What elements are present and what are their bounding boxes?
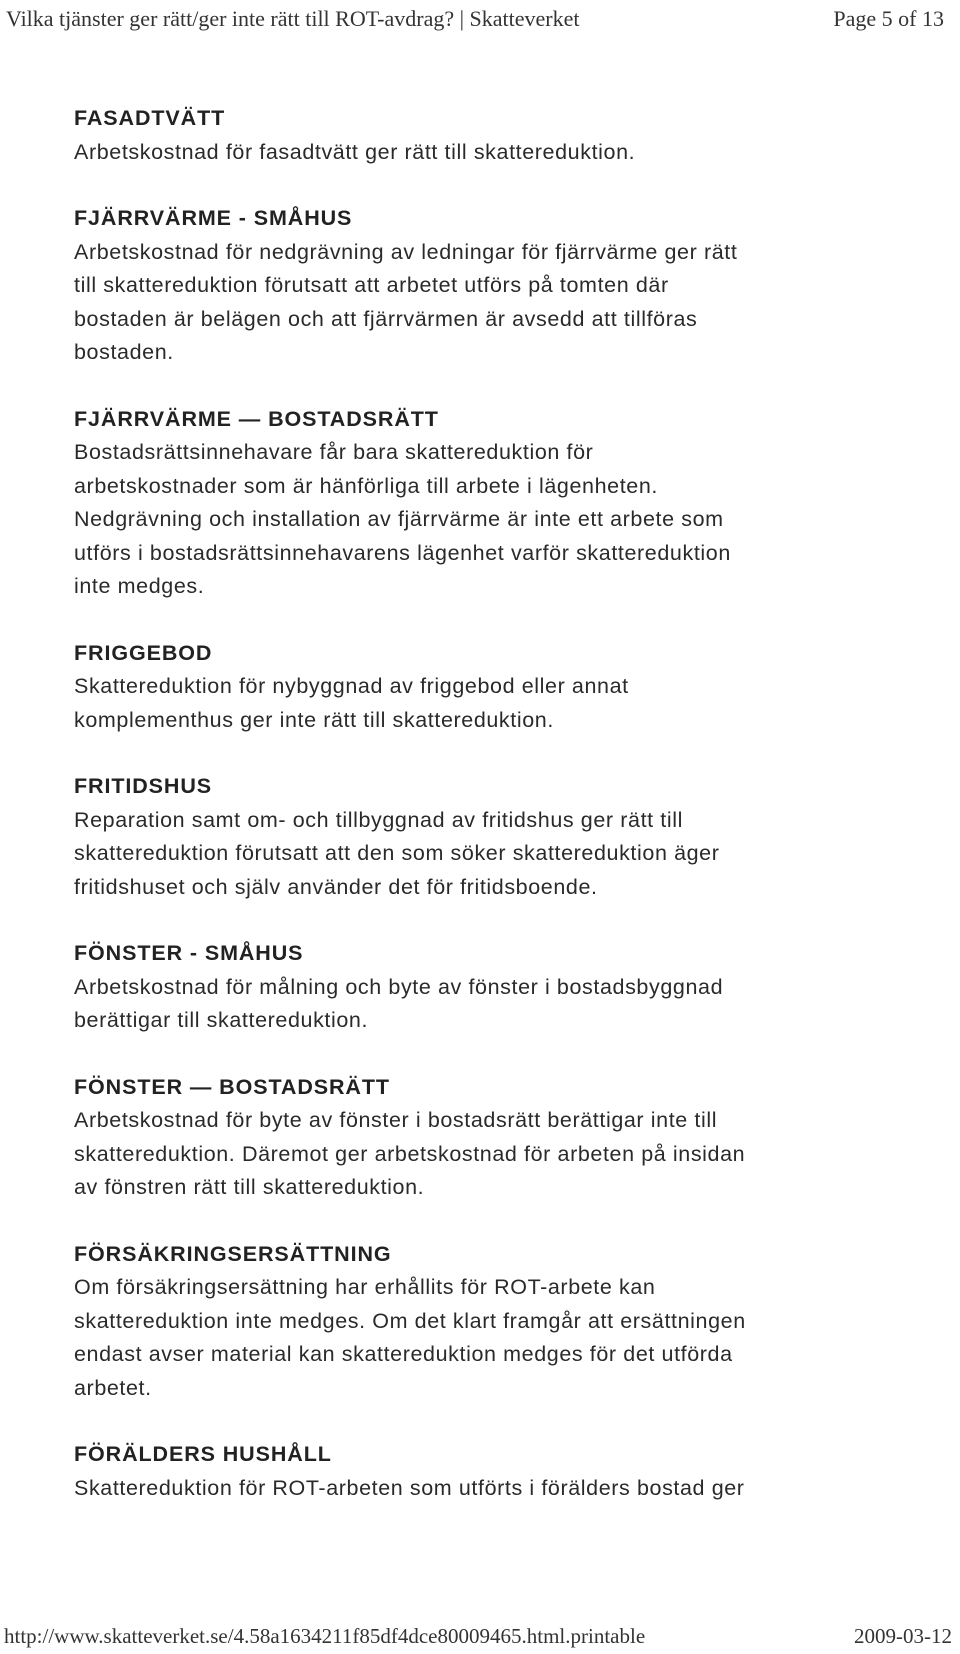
section-text	[74, 436, 934, 604]
section-heading: FRITIDSHUS	[74, 774, 212, 798]
section-text	[74, 1271, 934, 1405]
text-line: endast avser material kan skattereduktion medges för det utförda	[74, 1342, 733, 1366]
text-line: av fönstren rätt till skattereduktion.	[74, 1175, 425, 1199]
section-heading: FASADTVÄTT	[74, 106, 226, 130]
section-fjarrvarme-smahus	[74, 202, 934, 370]
section-heading: FÖNSTER - SMÅHUS	[74, 941, 304, 965]
document-title: Vilka tjänster ger rätt/ger inte rätt till ROT-avdrag? | Skatteverket	[6, 6, 580, 31]
text-line: arbetskostnader som är hänförliga till arbete i lägenheten.	[74, 473, 658, 498]
section-text	[74, 1472, 934, 1506]
text-line: Bostadsrättsinnehavare får bara skattereduktion för	[74, 440, 594, 464]
section-heading: FÖNSTER — BOSTADSRÄTT	[74, 1074, 390, 1099]
section-heading: FÖRSÄKRINGSERSÄTTNING	[74, 1241, 392, 1266]
section-heading: FRIGGEBOD	[74, 640, 213, 665]
text-line: bostaden.	[74, 340, 174, 364]
section-fasadtvatt	[74, 102, 934, 169]
section-text	[74, 804, 934, 905]
page-number: Page 5 of 13	[833, 6, 944, 31]
text-line: skattereduktion. Däremot ger arbetskostnad för arbeten på insidan	[74, 1141, 746, 1166]
section-text	[74, 670, 934, 737]
section-friggebod	[74, 637, 934, 738]
section-fonster-bostadsratt	[74, 1071, 934, 1205]
text-line: arbetet.	[74, 1375, 152, 1400]
text-line: Nedgrävning och installation av fjärrvärme är inte ett arbete som	[74, 507, 724, 531]
section-fonster-smahus	[74, 937, 934, 1038]
section-forsakringsersattning	[74, 1238, 934, 1406]
section-foralders-hushall	[74, 1438, 934, 1505]
page-footer	[0, 1620, 960, 1654]
section-heading: FÖRÄLDERS HUSHÅLL	[74, 1442, 332, 1466]
section-heading: FJÄRRVÄRME — BOSTADSRÄTT	[74, 406, 439, 431]
page-header	[0, 0, 960, 40]
page-url: http://www.skatteverket.se/4.58a1634211f85df4dce80009465.html.printable	[4, 1624, 646, 1648]
section-text	[74, 236, 934, 370]
text-line: Skattereduktion för nybyggnad av friggebod eller annat	[74, 674, 629, 698]
document-body	[74, 102, 934, 1538]
text-line: berättigar till skattereduktion.	[74, 1008, 369, 1032]
text-line: fritidshuset och själv använder det för fritidsboende.	[74, 874, 598, 899]
text-line: Om försäkringsersättning har erhållits för ROT-arbete kan	[74, 1275, 656, 1299]
section-text	[74, 136, 934, 170]
text-line: skattereduktion inte medges. Om det klart framgår att ersättningen	[74, 1308, 746, 1333]
text-line: Arbetskostnad för fasadtvätt ger rätt till skattereduktion.	[74, 139, 636, 164]
text-line: Arbetskostnad för byte av fönster i bostadsrätt berättigar inte till	[74, 1108, 718, 1132]
text-line: inte medges.	[74, 574, 205, 598]
section-fjarrvarme-bostadsratt	[74, 403, 934, 604]
section-text	[74, 1104, 934, 1205]
text-line: till skattereduktion förutsatt att arbetet utförs på tomten där	[74, 273, 669, 297]
text-line: Arbetskostnad för nedgrävning av ledningar för fjärrvärme ger rätt	[74, 239, 738, 264]
text-line: Reparation samt om- och tillbyggnad av fritidshus ger rätt till	[74, 807, 683, 832]
print-date: 2009-03-12	[854, 1624, 952, 1648]
section-text	[74, 971, 934, 1038]
text-line: Skattereduktion för ROT-arbeten som utförts i förälders bostad ger	[74, 1475, 745, 1500]
text-line: utförs i bostadsrättsinnehavarens lägenhet varför skattereduktion	[74, 540, 731, 565]
text-line: Arbetskostnad för målning och byte av fönster i bostadsbyggnad	[74, 974, 724, 999]
text-line: bostaden är belägen och att fjärrvärmen är avsedd att tillföras	[74, 306, 698, 331]
section-heading: FJÄRRVÄRME - SMÅHUS	[74, 206, 353, 230]
text-line: komplementhus ger inte rätt till skattereduktion.	[74, 707, 554, 732]
section-fritidshus	[74, 770, 934, 904]
text-line: skattereduktion förutsatt att den som söker skattereduktion äger	[74, 841, 720, 865]
